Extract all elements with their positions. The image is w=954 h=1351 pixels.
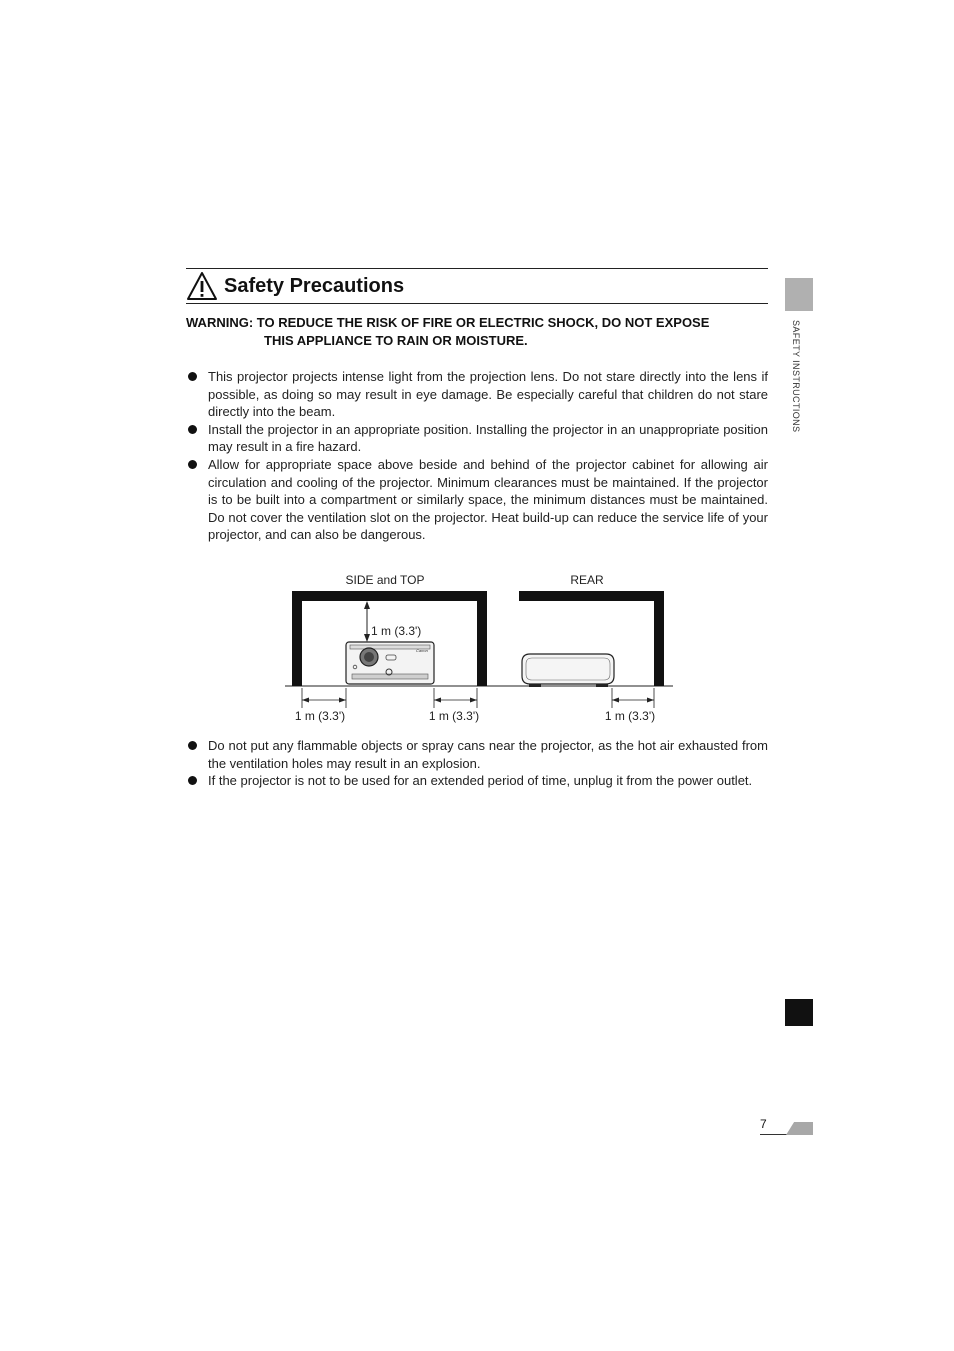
page-number: 7 [760,1117,767,1131]
top-clearance-label: 1 m (3.3') [371,624,422,638]
warning-line-2: THIS APPLIANCE TO RAIN OR MOISTURE. [264,333,528,348]
rear-clearance-label: 1 m (3.3') [604,709,656,723]
precautions-list-bottom [186,737,768,790]
section-tab [785,278,813,311]
bullet-icon [188,776,197,785]
left-clearance-label: 1 m (3.3') [294,709,346,723]
page-number-rule [760,1134,790,1135]
projector-front-icon [346,642,434,684]
list-item-text: This projector projects intense light from the projection lens. Do not stare directly into the lens if possible, as doing so may result in eye damage. Be especially careful that children do not stare directly into the beam. [208,369,768,420]
list-item [186,737,768,772]
list-item-text: If the projector is not to be used for an extended period of time, unplug it from the power outlet. [208,773,753,789]
right-clearance-dimension [434,688,477,708]
bullet-icon [188,741,197,750]
chapter-marker [785,999,813,1026]
projector-side-icon [522,654,614,687]
side-top-label: SIDE and TOP [345,573,425,587]
left-clearance-dimension [302,688,346,708]
right-clearance-label: 1 m (3.3') [428,709,480,723]
warning-line-1: WARNING: TO REDUCE THE RISK OF FIRE OR ELECTRIC SHOCK, DO NOT EXPOSE [186,315,710,330]
list-item-text: Install the projector in an appropriate position. Installing the projector in an unappropriate position may result in a fire hazard. [208,421,768,455]
rear-label: REAR [570,573,604,587]
top-clearance-arrow [364,601,370,642]
section-label: SAFETY INSTRUCTIONS [791,320,801,433]
list-item [186,772,768,790]
list-item-text: Do not put any flammable objects or spray cans near the projector, as the hot air exhausted from the ventilation holes may result in an explosion. [208,738,768,771]
page-title: Safety Precautions [224,274,405,297]
list-item-text: Allow for appropriate space above beside and behind of the projector cabinet for allowing air circulation and cooling of the projector. Minimum clearances must be maintained. If the projector is to be built into a compartment or similarly space, the minimum distances must be maintained. Do not cover the ventilation slot on the projector. Heat build-up can reduce the service life of your projector, and can also be dangerous. [208,456,768,543]
brand-mark: Canon [416,648,428,653]
rear-clearance-dimension [612,688,654,708]
